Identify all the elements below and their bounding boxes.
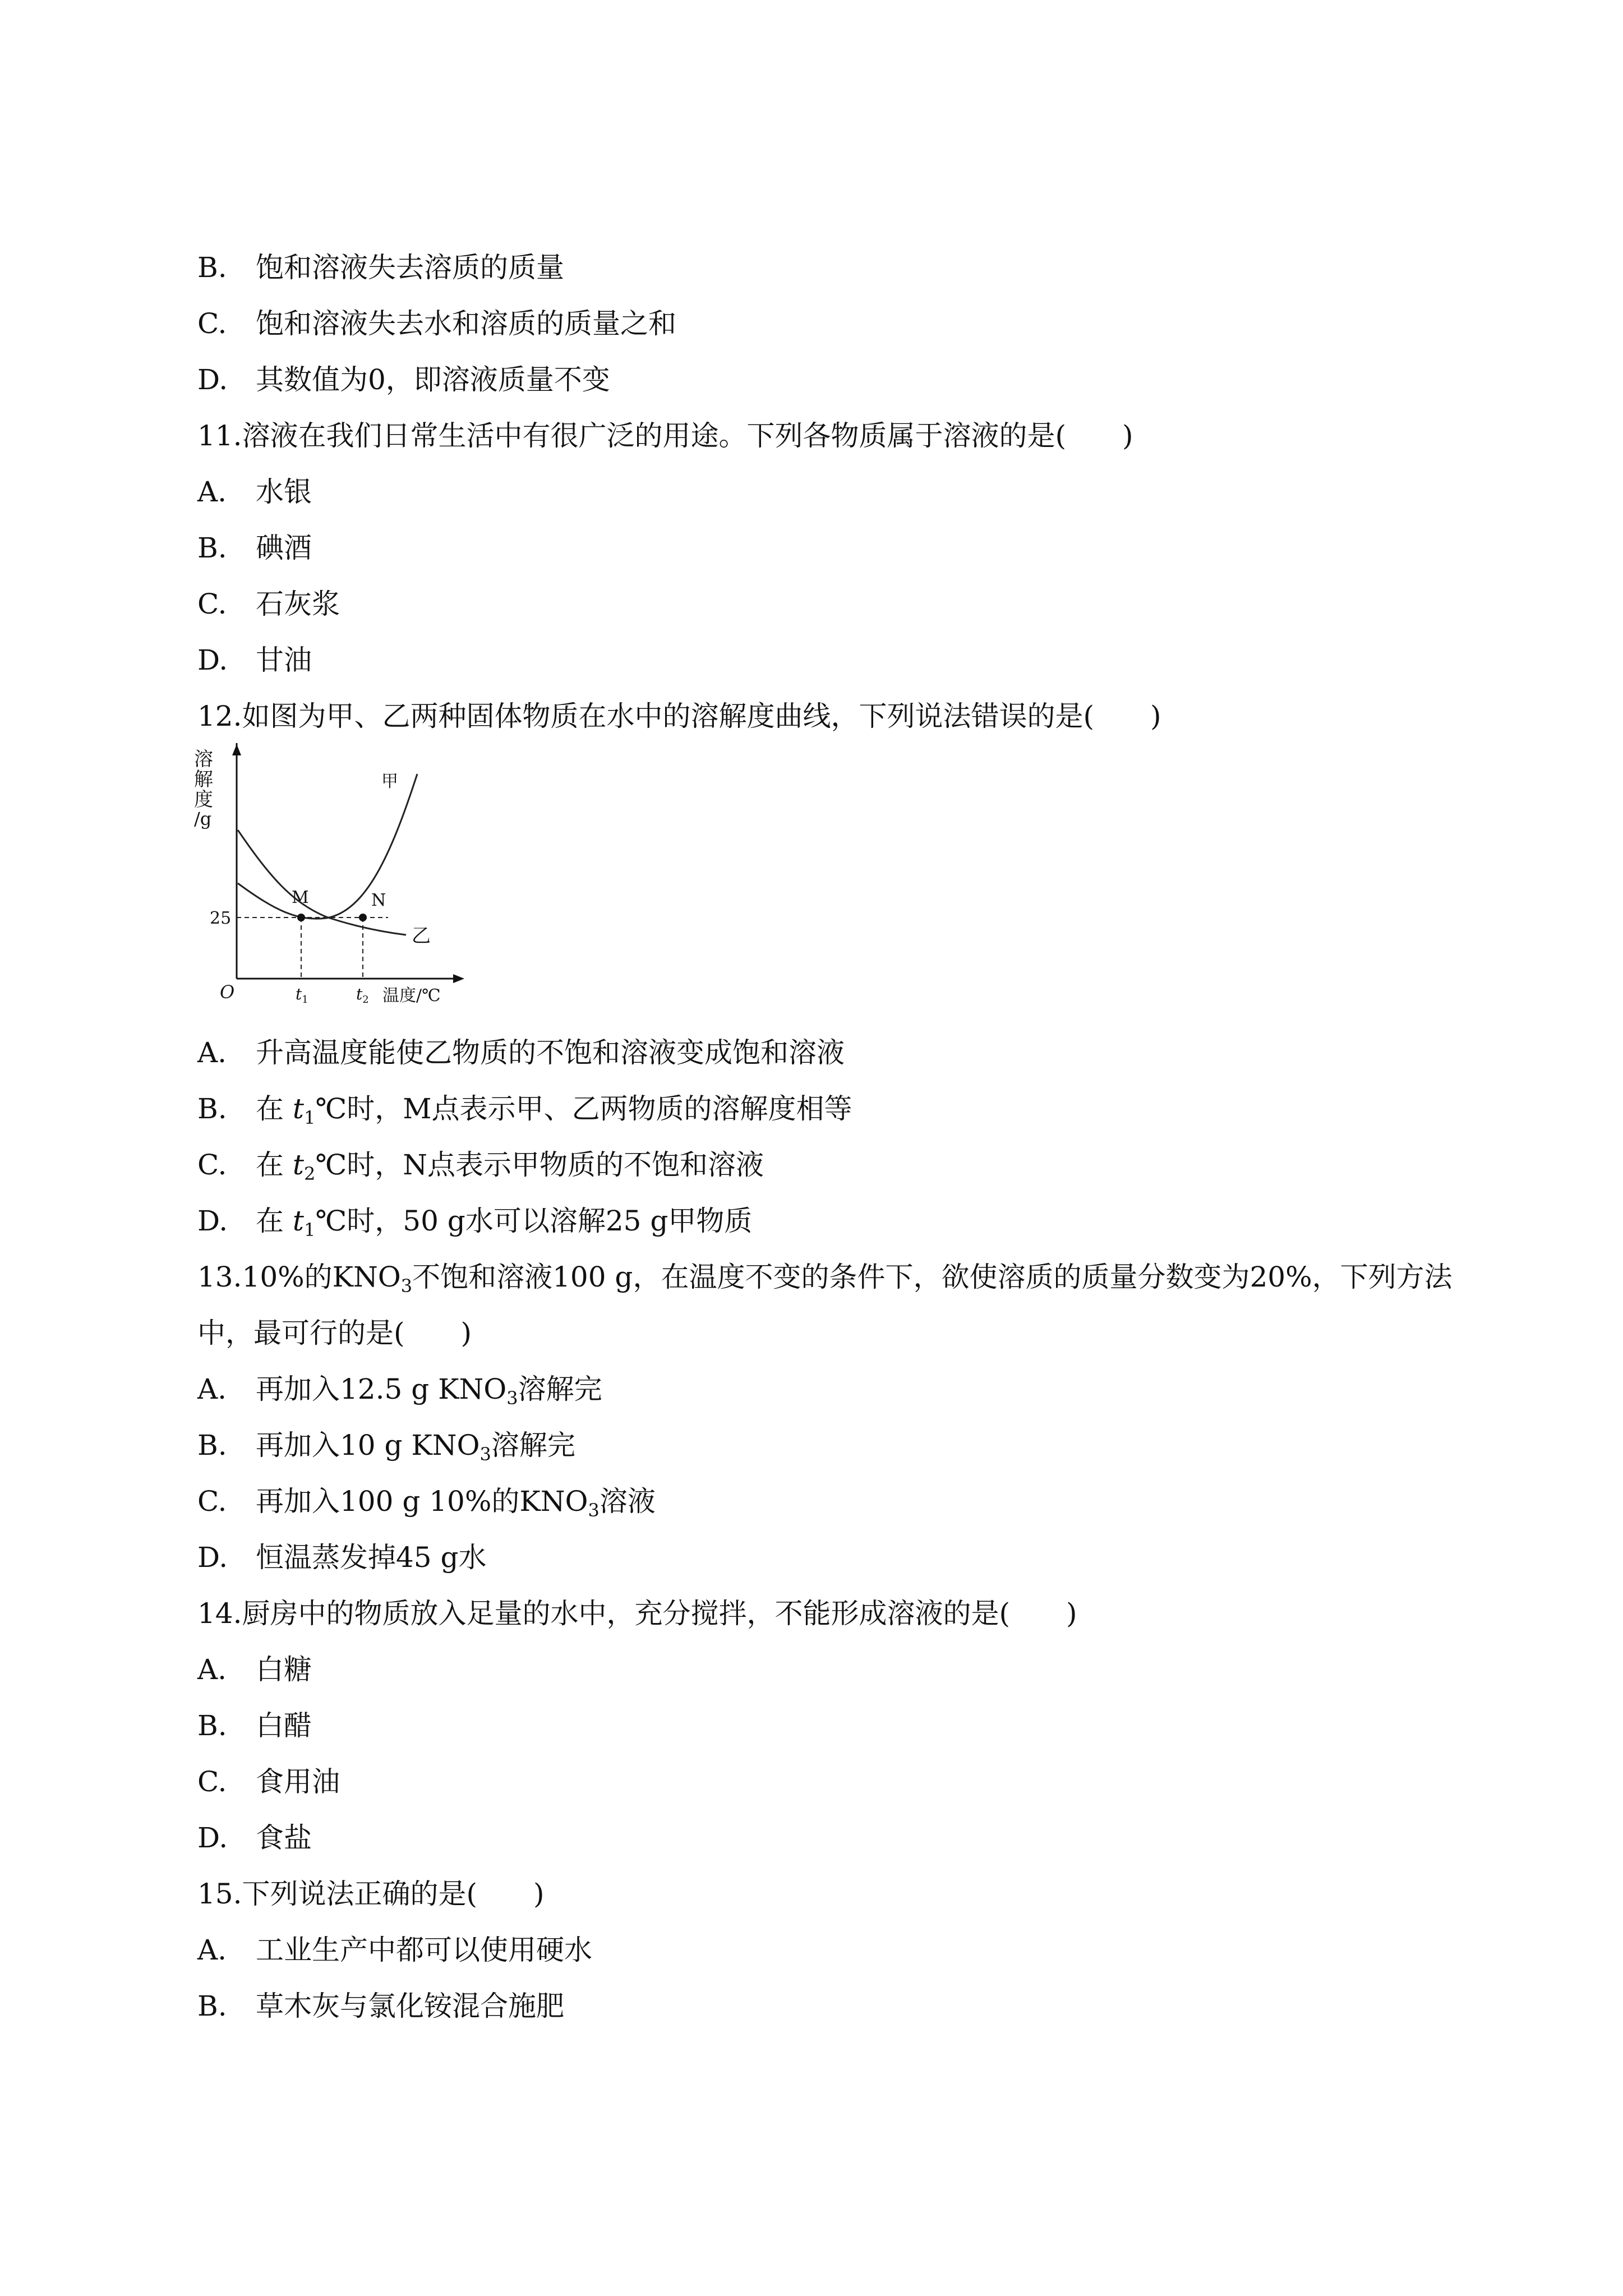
option-text: 饱和溶液失去水和溶质的质量之和	[256, 307, 676, 340]
option-text-pre: 再加入10 g KNO	[256, 1429, 480, 1461]
option-letter: A.	[197, 476, 227, 508]
q14-option-c	[197, 1764, 340, 1800]
option-letter: A.	[197, 1373, 227, 1405]
x-tick-t1-sub: 1	[302, 994, 308, 1006]
curve-yi-label: 乙	[412, 925, 431, 947]
origin-label: O	[220, 981, 235, 1003]
option-text: 碘酒	[256, 532, 312, 564]
question-14-stem: 14.厨房中的物质放入足量的水中，充分搅拌，不能形成溶液的是( )	[197, 1597, 1077, 1630]
q12-option-b	[197, 1091, 852, 1136]
x-tick-t2-t: t	[356, 985, 363, 1003]
q11-option-b	[197, 530, 312, 566]
stem-sub: 3	[400, 1275, 413, 1297]
q13-option-d	[197, 1539, 487, 1575]
q11-option-a	[197, 474, 312, 510]
y-axis-label-1: 溶	[194, 748, 213, 771]
option-text-pre: 在	[256, 1092, 293, 1125]
q14-option-b	[197, 1708, 312, 1744]
stem-pre: 13.10%的KNO	[197, 1261, 401, 1293]
option-letter: D.	[197, 1205, 228, 1237]
x-tick-t1	[296, 985, 308, 1006]
option-letter: C.	[197, 1149, 227, 1181]
option-letter: C.	[197, 1765, 227, 1798]
option-letter: A.	[197, 1653, 227, 1686]
option-text: 饱和溶液失去溶质的质量	[256, 251, 564, 284]
point-n-label: N	[371, 891, 386, 910]
option-letter: A.	[197, 1934, 227, 1966]
q15-option-b	[197, 1988, 564, 2024]
option-text: 白糖	[256, 1653, 312, 1686]
option-text: 食盐	[256, 1822, 312, 1854]
q11-option-d	[197, 642, 312, 678]
option-text-pre: 在	[256, 1149, 293, 1181]
y-axis-label-3: 度	[194, 789, 213, 811]
var-sub: 1	[304, 1107, 316, 1128]
option-text-post: 溶解完	[518, 1373, 602, 1405]
q12-option-a	[197, 1035, 845, 1071]
solubility-curve-svg	[194, 743, 467, 1012]
y-axis-label-2: 解	[194, 768, 213, 791]
option-letter: C.	[197, 588, 227, 620]
option-text: 升高温度能使乙物质的不饱和溶液变成饱和溶液	[256, 1036, 845, 1069]
stem-post: 不饱和溶液100 g，在温度不变的条件下，欲使溶质的质量分数变为20%，下列方法	[412, 1261, 1453, 1293]
question-11-stem: 11.溶液在我们日常生活中有很广泛的用途。下列各物质属于溶液的是( )	[197, 419, 1133, 452]
option-text-pre: 在	[256, 1205, 293, 1237]
option-letter: A.	[197, 1036, 227, 1069]
prev-option-c	[197, 306, 676, 342]
x-axis-arrow-icon	[453, 974, 464, 983]
q13-option-b	[197, 1427, 575, 1472]
option-letter: B.	[197, 1092, 227, 1125]
x-tick-t1-t: t	[296, 985, 302, 1003]
option-letter: B.	[197, 1709, 227, 1742]
option-text-post: 溶解完	[491, 1429, 575, 1461]
x-tick-t2-sub: 2	[362, 994, 369, 1006]
option-text: 白醋	[256, 1709, 312, 1742]
option-letter: B.	[197, 1429, 227, 1461]
option-text-pre: 再加入12.5 g KNO	[256, 1373, 507, 1405]
y-axis-arrow-icon	[232, 744, 241, 755]
option-text: 其数值为0，即溶液质量不变	[256, 363, 610, 396]
option-text: 甘油	[256, 644, 312, 676]
option-letter: D.	[197, 644, 228, 676]
q12-option-d	[197, 1203, 752, 1248]
curve-jia	[238, 774, 417, 919]
option-letter: B.	[197, 532, 227, 564]
option-text-post: 溶液	[599, 1485, 656, 1518]
point-m-label: M	[292, 888, 309, 907]
question-13-stem-line2: 中，最可行的是( )	[197, 1317, 472, 1349]
question-13-stem-line1	[197, 1259, 1453, 1304]
option-letter: C.	[197, 1485, 227, 1518]
prev-option-b	[197, 250, 564, 285]
option-text-pre: 恒温蒸发掉45 g水	[256, 1541, 487, 1574]
q14-option-a	[197, 1652, 312, 1688]
question-12-stem: 12.如图为甲、乙两种固体物质在水中的溶解度曲线，下列说法错误的是( )	[197, 700, 1161, 732]
option-text: 石灰浆	[256, 588, 340, 620]
option-letter: C.	[197, 307, 227, 340]
option-letter: D.	[197, 363, 228, 396]
option-sub: 3	[588, 1500, 600, 1521]
point-n	[359, 914, 367, 921]
option-text-post: ℃时，M点表示甲、乙两物质的溶解度相等	[315, 1092, 852, 1125]
option-text: 水银	[256, 476, 312, 508]
q13-option-c	[197, 1483, 656, 1528]
option-text: 草木灰与氯化铵混合施肥	[256, 1990, 564, 2022]
q15-option-a	[197, 1932, 592, 1968]
var-t: t	[292, 1149, 304, 1181]
option-text-post: ℃时，50 g水可以溶解25 g甲物质	[315, 1205, 753, 1237]
option-text-post: ℃时，N点表示甲物质的不饱和溶液	[315, 1149, 764, 1181]
var-t: t	[292, 1205, 304, 1237]
var-sub: 2	[304, 1163, 316, 1184]
x-axis-label: 温度/℃	[382, 986, 441, 1006]
option-letter: D.	[197, 1822, 228, 1854]
q11-option-c	[197, 586, 340, 622]
q14-option-d	[197, 1820, 312, 1856]
option-sub: 3	[479, 1444, 491, 1465]
prev-option-d	[197, 362, 610, 398]
x-tick-t2	[356, 985, 369, 1006]
y-axis-label-4: /g	[194, 808, 212, 829]
point-m	[297, 914, 305, 921]
option-letter: B.	[197, 251, 227, 284]
q12-option-c	[197, 1147, 764, 1192]
option-letter: B.	[197, 1990, 227, 2022]
q13-option-a	[197, 1371, 602, 1416]
y-tick-25: 25	[210, 909, 232, 928]
option-text-pre: 再加入100 g 10%的KNO	[256, 1485, 588, 1518]
solubility-curve-figure	[194, 743, 467, 1012]
var-sub: 1	[304, 1219, 316, 1241]
option-sub: 3	[506, 1387, 518, 1409]
option-letter: D.	[197, 1541, 228, 1574]
option-text: 食用油	[256, 1765, 340, 1798]
var-t: t	[292, 1092, 304, 1125]
option-text: 工业生产中都可以使用硬水	[256, 1934, 592, 1966]
question-15-stem: 15.下列说法正确的是( )	[197, 1878, 545, 1910]
curve-jia-label: 甲	[381, 772, 398, 791]
